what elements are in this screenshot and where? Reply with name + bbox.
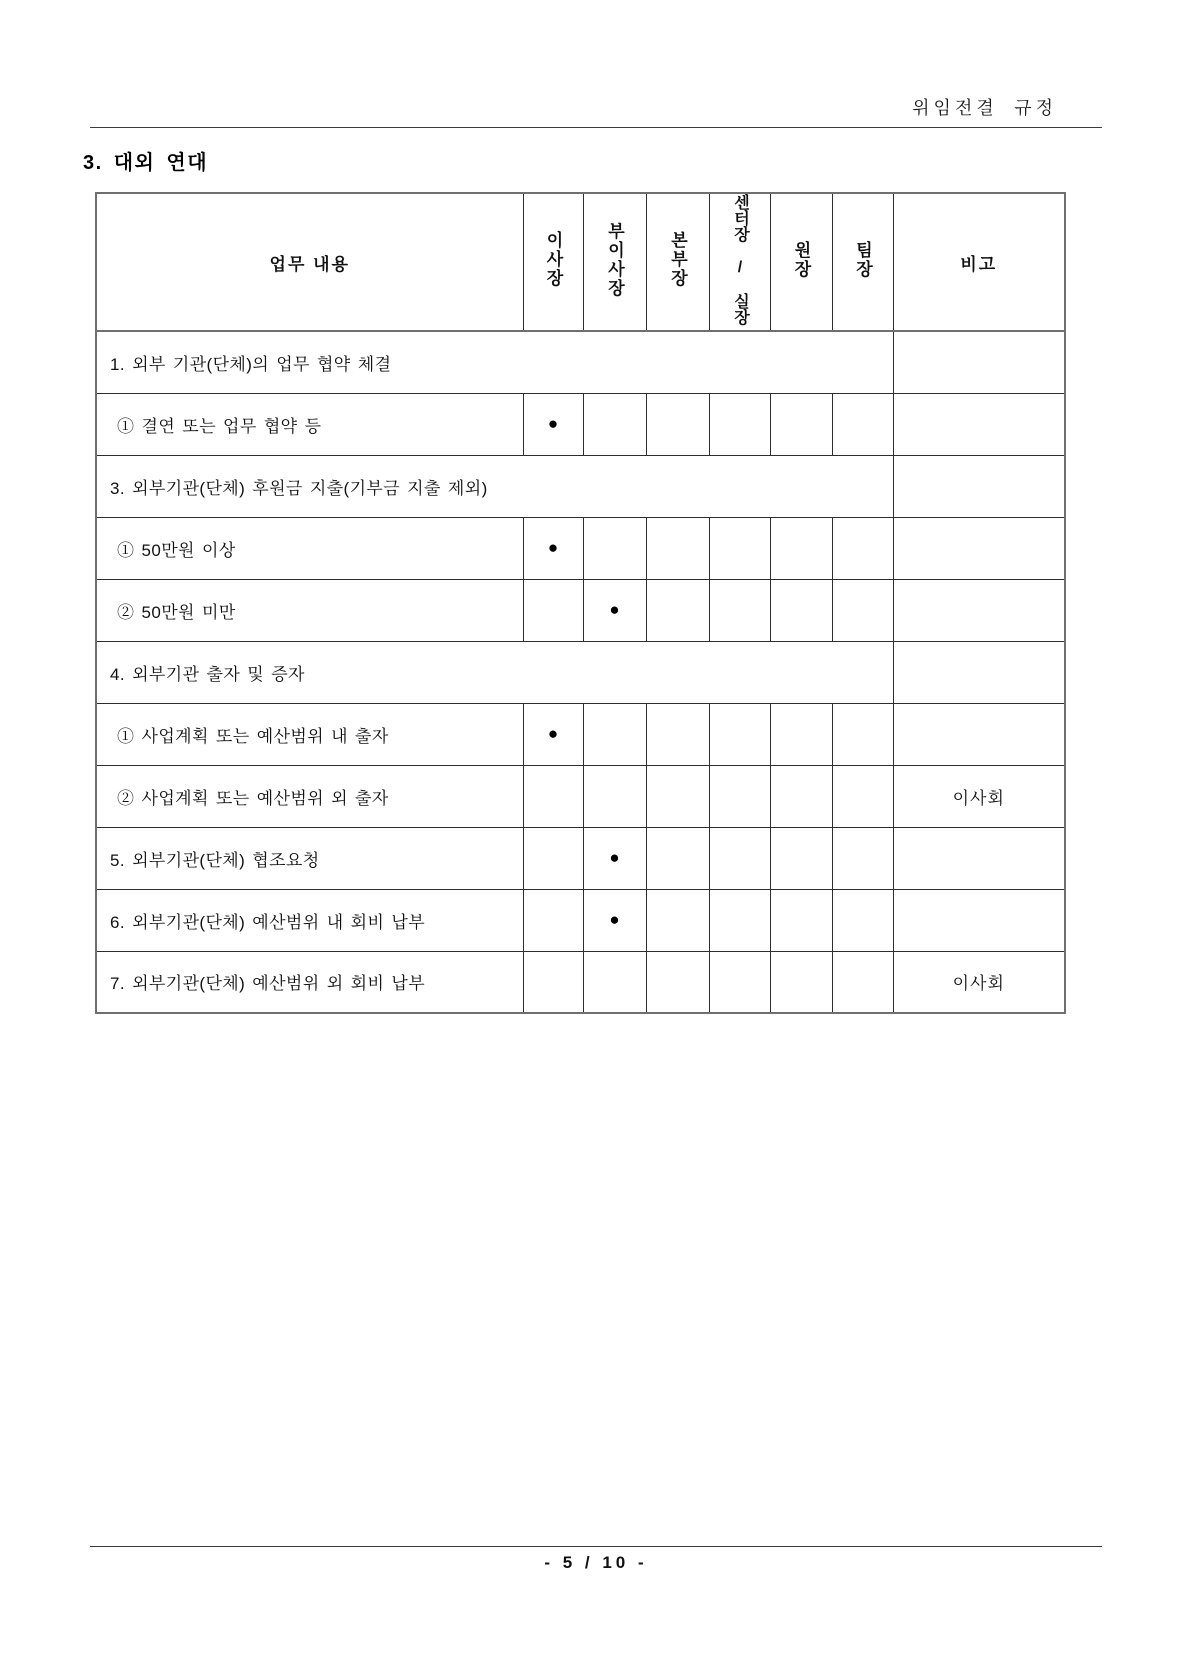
mark-cell-team-leader xyxy=(832,951,893,1013)
task-cell: ① 결연 또는 업무 협약 등 xyxy=(96,393,523,455)
mark-cell-director xyxy=(770,517,832,579)
mark-cell-division-head xyxy=(646,765,709,827)
mark-cell-team-leader xyxy=(832,889,893,951)
mark-cell-chairman: ● xyxy=(523,517,583,579)
mark-cell-vice-chairman xyxy=(583,703,646,765)
col-header-vice-chairman xyxy=(583,193,646,331)
mark-cell-division-head xyxy=(646,393,709,455)
table-row-item xyxy=(96,393,1065,455)
table-row-group-3 xyxy=(96,455,1065,517)
remark-cell xyxy=(893,703,1065,765)
remark-cell xyxy=(893,517,1065,579)
task-cell: ① 50만원 이상 xyxy=(96,517,523,579)
mark-cell-center-head xyxy=(709,579,770,641)
table-row-item xyxy=(96,827,1065,889)
mark-cell-vice-chairman xyxy=(583,765,646,827)
mark-cell-team-leader xyxy=(832,517,893,579)
col-header-task: 업무 내용 xyxy=(96,193,523,331)
mark-cell-vice-chairman: ● xyxy=(583,827,646,889)
mark-cell-division-head xyxy=(646,889,709,951)
task-cell: 3. 외부기관(단체) 후원금 지출(기부금 지출 제외) xyxy=(96,455,893,517)
table-row-item xyxy=(96,703,1065,765)
section-title: 3. 대외 연대 xyxy=(83,152,209,174)
task-cell: 5. 외부기관(단체) 협조요청 xyxy=(96,827,523,889)
mark-cell-director xyxy=(770,703,832,765)
col-header-vice-chairman-label: 부이사장 xyxy=(605,221,624,298)
mark-cell-chairman xyxy=(523,827,583,889)
task-cell: ② 50만원 미만 xyxy=(96,579,523,641)
mark-cell-vice-chairman xyxy=(583,393,646,455)
col-header-division-head xyxy=(646,193,709,331)
table-header-row xyxy=(96,193,1065,331)
mark-cell-center-head xyxy=(709,703,770,765)
mark-cell-chairman xyxy=(523,765,583,827)
mark-cell-vice-chairman: ● xyxy=(583,889,646,951)
mark-cell-center-head xyxy=(709,517,770,579)
col-header-team-leader-label: 팀장 xyxy=(853,240,872,279)
mark-cell-center-head xyxy=(709,765,770,827)
col-header-team-leader xyxy=(832,193,893,331)
task-cell: ① 사업계획 또는 예산범위 내 출자 xyxy=(96,703,523,765)
remark-cell xyxy=(893,393,1065,455)
mark-cell-chairman xyxy=(523,951,583,1013)
col-header-chairman-label: 이사장 xyxy=(543,231,563,288)
header-divider xyxy=(90,127,1102,128)
mark-cell-center-head xyxy=(709,827,770,889)
col-header-director xyxy=(770,193,832,331)
mark-cell-director xyxy=(770,393,832,455)
task-cell: 6. 외부기관(단체) 예산범위 내 회비 납부 xyxy=(96,889,523,951)
col-header-remark: 비고 xyxy=(893,193,1065,331)
col-header-chairman xyxy=(523,193,583,331)
mark-cell-director xyxy=(770,579,832,641)
remark-cell xyxy=(893,889,1065,951)
table-row-item xyxy=(96,889,1065,951)
mark-cell-chairman xyxy=(523,579,583,641)
remark-cell xyxy=(893,579,1065,641)
mark-cell-director xyxy=(770,765,832,827)
mark-cell-team-leader xyxy=(832,579,893,641)
page-number: - 5 / 10 - xyxy=(544,1553,648,1572)
mark-cell-division-head xyxy=(646,703,709,765)
mark-cell-center-head xyxy=(709,951,770,1013)
col-header-director-label: 원장 xyxy=(791,240,811,279)
footer-divider xyxy=(90,1546,1102,1547)
doc-header-title: 위임전결 규정 xyxy=(912,98,1057,118)
table-row-item xyxy=(96,517,1065,579)
table-row-group-4 xyxy=(96,641,1065,703)
mark-cell-division-head xyxy=(646,951,709,1013)
mark-cell-vice-chairman xyxy=(583,951,646,1013)
col-header-division-head-label: 본부장 xyxy=(668,231,687,288)
task-cell: 4. 외부기관 출자 및 증자 xyxy=(96,641,893,703)
approval-authority-table xyxy=(95,192,1066,1014)
table-row-item xyxy=(96,579,1065,641)
col-header-center-head-label: 센터장 / 실장 xyxy=(731,194,749,325)
table-row-item xyxy=(96,765,1065,827)
mark-cell-center-head xyxy=(709,393,770,455)
mark-cell-chairman xyxy=(523,889,583,951)
remark-cell xyxy=(893,331,1065,393)
mark-cell-team-leader xyxy=(832,703,893,765)
remark-cell: 이사회 xyxy=(893,765,1065,827)
mark-cell-division-head xyxy=(646,827,709,889)
mark-cell-vice-chairman: ● xyxy=(583,579,646,641)
task-cell: ② 사업계획 또는 예산범위 외 출자 xyxy=(96,765,523,827)
mark-cell-chairman: ● xyxy=(523,393,583,455)
mark-cell-director xyxy=(770,889,832,951)
task-cell: 7. 외부기관(단체) 예산범위 외 회비 납부 xyxy=(96,951,523,1013)
mark-cell-team-leader xyxy=(832,393,893,455)
mark-cell-director xyxy=(770,951,832,1013)
mark-cell-vice-chairman xyxy=(583,517,646,579)
task-cell: 1. 외부 기관(단체)의 업무 협약 체결 xyxy=(96,331,893,393)
mark-cell-director xyxy=(770,827,832,889)
table-row-item xyxy=(96,951,1065,1013)
mark-cell-division-head xyxy=(646,579,709,641)
col-header-center-head xyxy=(709,193,770,331)
remark-cell xyxy=(893,455,1065,517)
table-row-group-1 xyxy=(96,331,1065,393)
mark-cell-center-head xyxy=(709,889,770,951)
mark-cell-team-leader xyxy=(832,765,893,827)
mark-cell-team-leader xyxy=(832,827,893,889)
mark-cell-division-head xyxy=(646,517,709,579)
remark-cell xyxy=(893,641,1065,703)
remark-cell: 이사회 xyxy=(893,951,1065,1013)
mark-cell-chairman: ● xyxy=(523,703,583,765)
remark-cell xyxy=(893,827,1065,889)
